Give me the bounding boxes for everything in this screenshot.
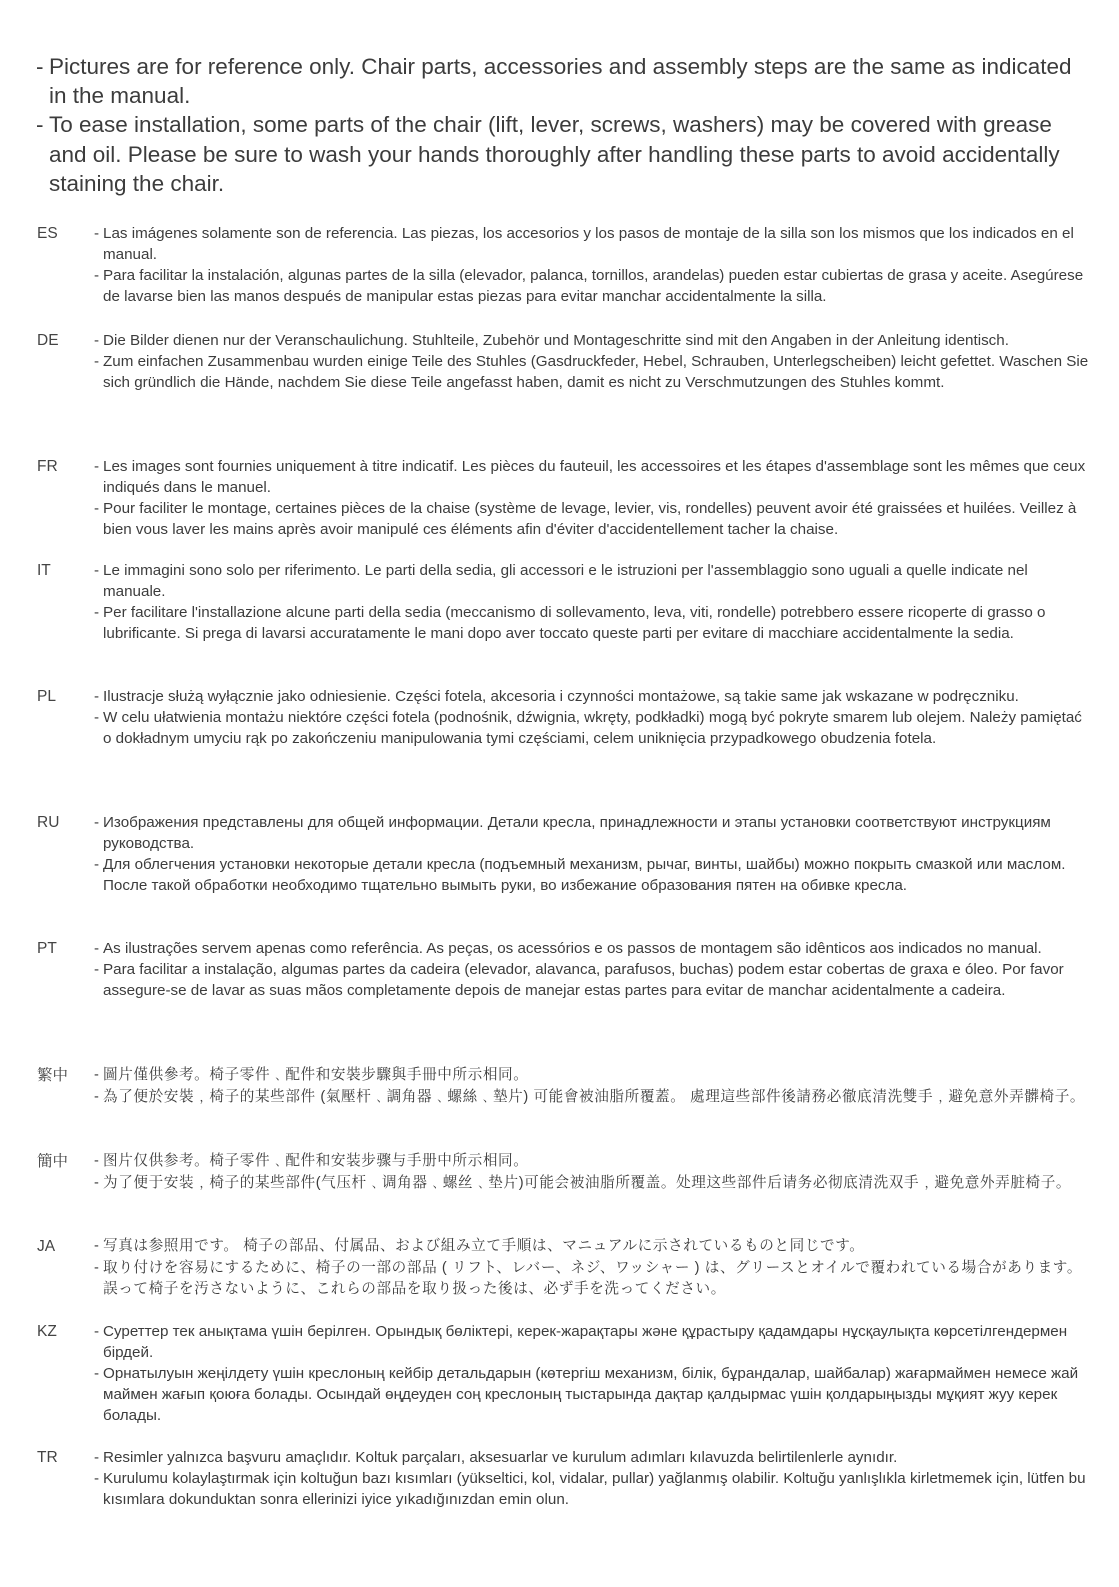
note-item: - 圖片僅供參考。椅子零件﹑配件和安裝步驟與手冊中所示相同。 [94,1067,529,1083]
language-code: ES [37,225,58,242]
dash: - [36,112,44,138]
language-code: FR [37,458,58,475]
language-code: JA [37,1238,56,1255]
intro-notes [36,52,1086,198]
note-item: - 取り付けを容易にするために、椅子の一部の部品 ( リフト、レバー、ネジ、ワッシャー ) は、グリースとオイルで覆われている場合があります。誤って椅子を汚さないように、これらの部品を取り扱った後は、必ず手を洗ってください。 [94,1259,1083,1297]
note-item: - Суреттер тек анықтама үшін берілген. Орындық бөліктері, керек-жарақтары және құрастыру қадамдары нұсқаулықта көрсетілгендермен бірдей. [94,1323,1068,1361]
note-item: - Per facilitare l'installazione alcune parti della sedia (meccanismo di sollevamento, leva, viti, rondelle) potrebbero essere ricoperte di grasso o lubrificante. Si prega di lavarsi accuratamente le mani dopo aver toccato queste parti per evitare di macchiare accidentalmente la sedia. [94,604,1046,642]
note-item: - 图片仅供参考。椅子零件﹑配件和安装步骤与手册中所示相同。 [94,1153,529,1169]
note-item: - Para facilitar a instalação, algumas partes da cadeira (elevador, alavanca, parafusos, buchas) podem estar cobertas de graxa e óleo. Por favor assegure-se de lavar as suas mãos completamente depois de manejar estas partes para evitar de manchar acidentalmente a cadeira. [94,961,1064,999]
note-item: - Для облегчения установки некоторые детали кресла (подъемный механизм, рычаг, винты, шайбы) можно покрыть смазкой или маслом. После такой обработки необходимо тщательно вымыть руки, во избежание образования пятен на обивке кресла. [94,856,1066,894]
note-item: - Орнатылуын жеңілдету үшін креслоның кейбір детальдарын (көтергіш механизм, білік, бұрандалар, шайбалар) жағармаймен немесе жай маймен жағып қоюға болады. Осындай өңдеуден соң креслоның тыстарында дақтар қалдырмас үшін қолдарыңызды мұқият жуу керек болады. [94,1365,1079,1424]
note-item: - 写真は参照用です。 椅子の部品、付属品、および組み立て手順は、マニュアルに示されているものと同じです。 [94,1238,865,1254]
note-item: - 为了便于安装﹐椅子的某些部件(气压杆﹑调角器﹑螺丝﹑垫片)可能会被油脂所覆盖。处理这些部件后请务必彻底清洗双手﹐避免意外弄脏椅子。 [94,1174,1072,1191]
note-item: - Le immagini sono solo per riferimento. Le parti della sedia, gli accessori e le istruzioni per l'assemblaggio sono uguali a quelle indicate nel manuale. [94,562,1028,600]
language-code: PT [37,940,57,957]
note-item: - Kurulumu kolaylaştırmak için koltuğun bazı kısımları (yükseltici, kol, vidalar, pullar) yağlanmış olabilir. Koltuğu yanlışlıkla kirletmemek için, lütfen bu kısımlara dokunduktan sonra ellerinizi iyice yıkadığınızdan emin olun. [94,1470,1086,1508]
note-item: - 為了便於安裝﹐椅子的某些部件 (氣壓杆﹑調角器﹑螺絲﹑墊片) 可能會被油脂所覆蓋。 處理這些部件後請務必徹底清洗雙手﹐避免意外弄髒椅子。 [94,1088,1086,1105]
language-code: 繁中 [37,1067,69,1084]
language-code: TR [37,1449,58,1466]
note-item: - Die Bilder dienen nur der Veranschaulichung. Stuhlteile, Zubehör und Montageschritte sind mit den Angaben in der Anleitung identisch. [94,332,1009,349]
language-code: DE [37,332,59,349]
language-code: RU [37,814,60,831]
dash: - [36,54,44,79]
note-item: - W celu ułatwienia montażu niektóre części fotela (podnośnik, dźwignia, wkręty, podkładki) mogą być pokryte smarem lub olejem. Należy pamiętać o dokładnym umyciu rąk po zakończeniu manipulowania tymi częściami, celem uniknięcia przypadkowego obudzenia fotela. [94,709,1082,747]
note-item: - Изображения представлены для общей информации. Детали кресла, принадлежности и этапы установки соответствуют инструкциям руководства. [94,814,1051,852]
language-code: KZ [37,1323,57,1340]
note-item: - Les images sont fournies uniquement à titre indicatif. Les pièces du fauteuil, les accessoires et les étapes d'assemblage sont les mêmes que ceux indiqués dans le manuel. [94,458,1086,496]
language-code: 簡中 [37,1153,69,1170]
note-item: - As ilustrações servem apenas como referência. As peças, os acessórios e os passos de montagem são idênticos aos indicados no manual. [94,940,1042,957]
note-item: - Ilustracje służą wyłącznie jako odniesienie. Części fotela, akcesoria i czynności montażowe, są takie same jak wskazane w podręczniku. [94,688,1019,705]
note-item: - Las imágenes solamente son de referencia. Las piezas, los accesorios y los pasos de montaje de la silla son los mismos que los indicados en el manual. [94,225,1074,263]
language-code: PL [37,688,56,705]
note-item: - Resimler yalnızca başvuru amaçlıdır. Koltuk parçaları, aksesuarlar ve kurulum adımları kılavuzda belirtilenlerle aynıdır. [94,1449,898,1466]
intro-note: - To ease installation, some parts of the chair (lift, lever, screws, washers) may be covered with grease and oil. Please be sure to wash your hands thoroughly after handling these parts to avoid accidentally staining the chair. [36,112,1060,196]
language-code: IT [37,562,51,579]
note-item: - Zum einfachen Zusammenbau wurden einige Teile des Stuhles (Gasdruckfeder, Hebel, Schrauben, Unterlegscheiben) leicht gefettet. Waschen Sie sich gründlich die Hände, nachdem Sie diese Teile angefasst haben, damit es nicht zu Verschmutzungen des Stuhles kommt. [94,353,1089,391]
intro-note: - Pictures are for reference only. Chair parts, accessories and assembly steps are the same as indicated in the manual. [36,54,1072,109]
note-item: - Para facilitar la instalación, algunas partes de la silla (elevador, palanca, tornillos, arandelas) pueden estar cubiertas de grasa y aceite. Asegúrese de lavarse bien las manos después de manipular estas piezas para evitar manchar accidentalmente la silla. [94,267,1084,305]
note-item: - Pour faciliter le montage, certaines pièces de la chaise (système de levage, levier, vis, rondelles) peuvent avoir été graissées et huilées. Veillez à bien vous laver les mains après avoir manipulé ces éléments afin d'éviter d'accidentellement tacher la chaise. [94,500,1077,538]
